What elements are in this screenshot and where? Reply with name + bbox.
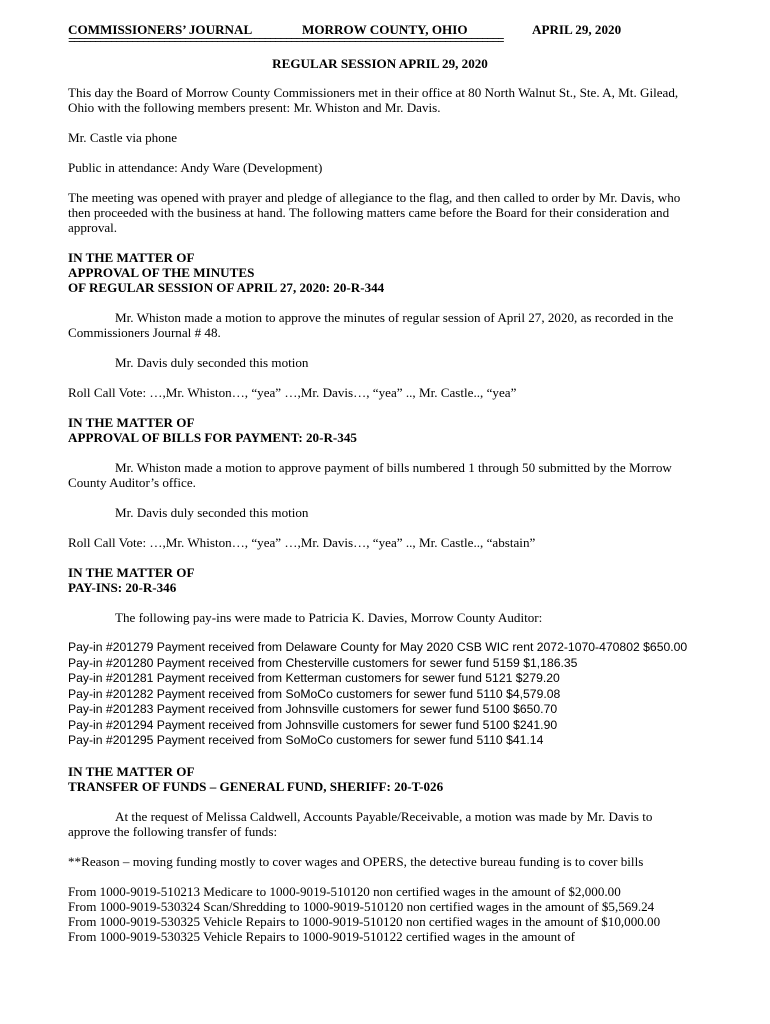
transfer-item: From 1000-9019-510213 Medicare to 1000-9019-510120 non certified wages in the amount of $2,000.00 xyxy=(68,883,621,899)
heading-line: OF REGULAR SESSION OF APRIL 27, 2020: 20-R-344 xyxy=(68,280,385,295)
transfer-item: From 1000-9019-530325 Vehicle Repairs to 1000-9019-510122 certified wages in the amount of xyxy=(68,928,576,944)
payin-item: Pay-in #201279 Payment received from Delaware County for May 2020 CSB WIC rent 2072-1070-470802 $650.00 xyxy=(68,640,688,654)
payins-list xyxy=(68,640,692,749)
payin-item: Pay-in #201283 Payment received from Johnsville customers for sewer fund 5100 $650.70 xyxy=(68,702,558,716)
journal-body xyxy=(68,56,692,944)
heading-line: PAY-INS: 20-R-346 xyxy=(68,580,177,595)
county-name: MORROW COUNTY, OHIO xyxy=(302,22,468,37)
payin-item: Pay-in #201280 Payment received from Chesterville customers for sewer fund 5159 $1,186.35 xyxy=(68,655,578,670)
heading-line: IN THE MATTER OF xyxy=(68,763,195,779)
transfer-reason: **Reason – moving funding mostly to cover wages and OPERS, the detective bureau funding is to cover bills xyxy=(68,853,644,869)
payin-item: Pay-in #201281 Payment received from Ketterman customers for sewer fund 5121 $279.20 xyxy=(68,671,560,685)
heading-line: IN THE MATTER OF xyxy=(68,250,195,265)
payin-item: Pay-in #201282 Payment received from SoMoCo customers for sewer fund 5110 $4,579.08 xyxy=(68,686,561,701)
payins-intro: The following pay-ins were made to Patricia K. Davies, Morrow County Auditor: xyxy=(115,610,543,625)
bills-motion: Mr. Whiston made a motion to approve payment of bills numbered 1 through 50 submitted by the Morrow County Auditor’s office. xyxy=(68,460,672,490)
heading-line: APPROVAL OF THE MINUTES xyxy=(68,265,255,280)
heading-line: IN THE MATTER OF xyxy=(68,415,195,430)
minutes-heading xyxy=(68,250,692,295)
payin-item: Pay-in #201294 Payment received from Johnsville customers for sewer fund 5100 $241.90 xyxy=(68,717,558,732)
transfer-item: From 1000-9019-530324 Scan/Shredding to 1000-9019-510120 non certified wages in the amount of $5,569.24 xyxy=(68,898,655,914)
minutes-second: Mr. Davis duly seconded this motion xyxy=(115,355,309,370)
journal-date: APRIL 29, 2020 xyxy=(532,22,622,37)
transfer-item: From 1000-9019-530325 Vehicle Repairs to 1000-9019-510120 non certified wages in the amount of $10,000.00 xyxy=(68,913,661,929)
bills-second: Mr. Davis duly seconded this motion xyxy=(115,505,309,520)
heading-line: IN THE MATTER OF xyxy=(68,565,195,580)
transfer-heading xyxy=(68,764,692,794)
heading-line: APPROVAL OF BILLS FOR PAYMENT: 20-R-345 xyxy=(68,430,357,445)
minutes-motion: Mr. Whiston made a motion to approve the minutes of regular session of April 27, 2020, as recorded in the Commissioners Journal # 48. xyxy=(68,310,674,340)
phone-attendance: Mr. Castle via phone xyxy=(68,130,178,145)
transfer-list xyxy=(68,884,692,944)
heading-line: TRANSFER OF FUNDS – GENERAL FUND, SHERIFF: 20-T-026 xyxy=(68,778,444,794)
minutes-roll-call: Roll Call Vote: …,Mr. Whiston…, “yea” …,Mr. Davis…, “yea” .., Mr. Castle.., “yea” xyxy=(68,385,517,400)
payins-heading xyxy=(68,565,692,595)
header-rule: ================================================================================== xyxy=(68,36,503,46)
intro-paragraph: This day the Board of Morrow County Commissioners met in their office at 80 North Walnut St., Ste. A, Mt. Gilead, Ohio with the following members present: Mr. Whiston and Mr. Davis. xyxy=(68,85,679,115)
session-title: REGULAR SESSION APRIL 29, 2020 xyxy=(272,56,488,71)
transfer-request: At the request of Melissa Caldwell, Accounts Payable/Receivable, a motion was made by Mr. Davis to approve the following transfer of funds: xyxy=(68,808,653,839)
payin-item: Pay-in #201295 Payment received from SoMoCo customers for sewer fund 5110 $41.14 xyxy=(68,733,544,747)
opening-paragraph: The meeting was opened with prayer and pledge of allegiance to the flag, and then called to order by Mr. Davis, who then proceeded with the business at hand. The following matters came before the Board for their consideration and approval. xyxy=(68,190,681,235)
journal-name: COMMISSIONERS’ JOURNAL xyxy=(68,22,253,37)
bills-heading xyxy=(68,415,692,445)
public-attendance: Public in attendance: Andy Ware (Development) xyxy=(68,160,323,175)
bills-roll-call: Roll Call Vote: …,Mr. Whiston…, “yea” …,Mr. Davis…, “yea” .., Mr. Castle.., “abstain” xyxy=(68,535,536,550)
